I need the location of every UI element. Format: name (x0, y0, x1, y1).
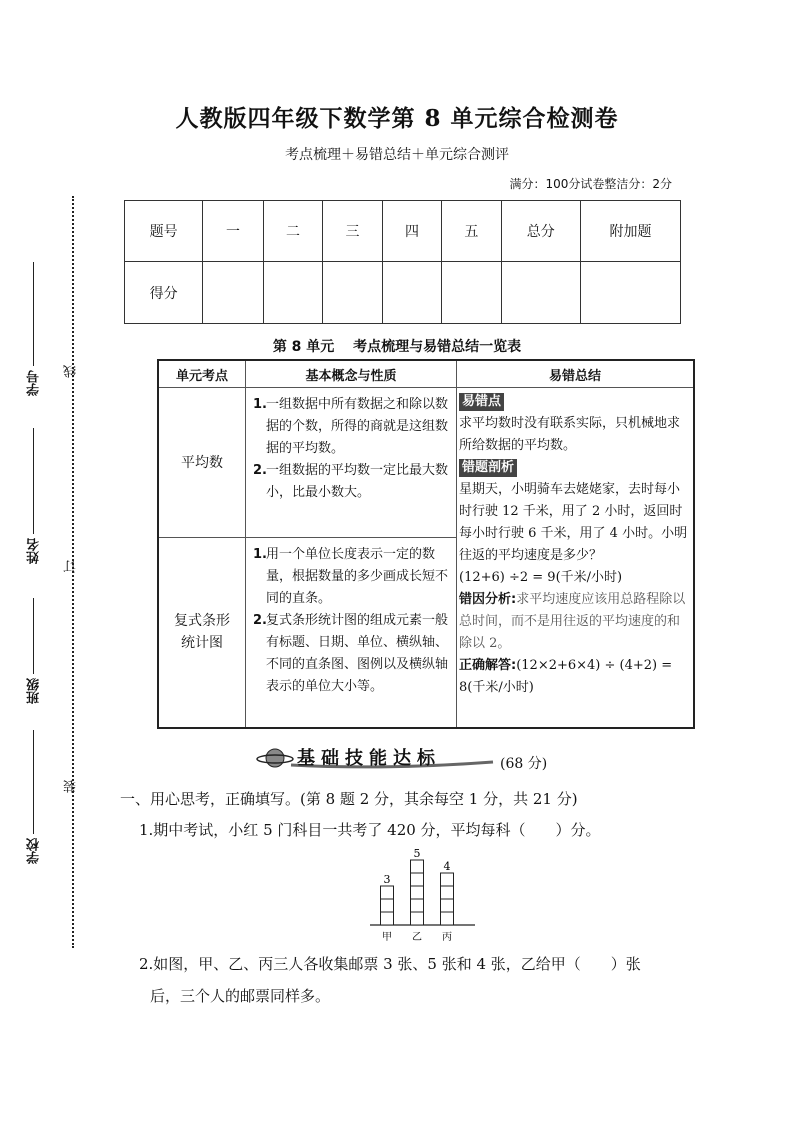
score-blank-cell[interactable] (382, 262, 441, 324)
stamp-box (411, 912, 424, 925)
school-line[interactable] (33, 730, 34, 834)
student-id-line[interactable] (33, 262, 34, 366)
binding-char: 订 (64, 560, 79, 573)
stamp-person-label: 丙 (442, 932, 452, 943)
stamp-box (441, 899, 454, 912)
stamp-person-label: 甲 (382, 932, 392, 943)
mistake-summary (457, 388, 695, 728)
score-header-cell: 四 (382, 201, 441, 262)
question-1: 1.期中考试，小红 5 门科目一共考了 420 分，平均每科（ ）分。 (139, 821, 601, 839)
topic-bar-chart: 复式条形 统计图 (158, 538, 246, 728)
summary-table (157, 359, 695, 729)
stamp-box (411, 873, 424, 886)
score-header-cell: 附加题 (580, 201, 680, 262)
stamp-box (411, 886, 424, 899)
analysis-tag: 错题剖析 (459, 459, 517, 477)
stamp-box (411, 860, 424, 873)
question-2-line2: 后，三个人的邮票同样多。 (150, 987, 331, 1005)
score-header-cell: 二 (263, 201, 322, 262)
score-blank-cell[interactable] (501, 262, 580, 324)
summary-header: 基本概念与性质 (246, 360, 457, 388)
concept-point: 2. 一组数据的平均数一定比最大数小，比最小数大。 (253, 463, 449, 500)
score-blank-cell[interactable] (323, 262, 382, 324)
student-id-label: 学号 (27, 370, 42, 396)
class-label: 班级 (27, 678, 42, 704)
summary-title: 第 8 单元 考点梳理与易错总结一览表 (272, 339, 522, 355)
concept-point: 1. 一组数据中所有数据之和除以数据的个数，所得的商就是这组数据的平均数。 (253, 397, 449, 456)
concept-point: 2. 复式条形统计图的组成元素一般有标题、日期、单位、横纵轴、不同的直条图、图例以及横纵轴表示的单位大小等。 (253, 613, 449, 694)
part1-title: 一、用心思考，正确填写。(第 8 题 2 分，其余每空 1 分，共 21 分) (120, 790, 578, 808)
school-label: 学校 (27, 838, 42, 864)
stamp-count-label: 5 (413, 847, 421, 860)
name-line[interactable] (33, 428, 34, 534)
stamp-box (441, 873, 454, 886)
summary-header: 易错总结 (457, 360, 695, 388)
mistake-text: 求平均数时没有联系实际，只机械地求所给数据的平均数。 (459, 416, 681, 453)
question-2-line1: 2.如图，甲、乙、丙三人各收集邮票 3 张、5 张和 4 张，乙给甲（ ）张 (139, 955, 641, 973)
section-banner-text: 基础技能达标 (297, 748, 441, 769)
score-blank-cell[interactable] (263, 262, 322, 324)
paper-subtitle: 考点梳理＋易错总结＋单元综合测评 (285, 147, 509, 163)
mistake-tag: 易错点 (459, 393, 504, 411)
name-label: 姓名 (27, 538, 42, 564)
score-row-label: 得分 (125, 262, 203, 324)
binding-char: 装 (64, 780, 79, 793)
score-blank-cell[interactable] (580, 262, 680, 324)
score-header-cell: 三 (323, 201, 382, 262)
paper-title: 人教版四年级下数学第 8 单元综合检测卷 (175, 105, 619, 132)
wrong-calculation: (12+6) ÷2 = 9(千米/小时) (459, 570, 623, 585)
stamp-box (381, 899, 394, 912)
topic-average: 平均数 (158, 388, 246, 538)
section-score: (68 分) (500, 756, 548, 772)
stamp-count-label: 4 (443, 860, 451, 873)
score-table (124, 200, 681, 324)
score-header-cell: 题号 (125, 201, 203, 262)
section-banner (255, 744, 495, 770)
summary-header: 单元考点 (158, 360, 246, 388)
score-blank-cell[interactable] (203, 262, 263, 324)
stamp-box (411, 899, 424, 912)
stamp-person-label: 乙 (412, 932, 422, 943)
concept-bar-chart (246, 538, 457, 728)
stamp-chart (370, 843, 480, 948)
stamp-box (441, 886, 454, 899)
score-blank-cell[interactable] (442, 262, 501, 324)
stamp-box (441, 912, 454, 925)
class-line[interactable] (33, 598, 34, 674)
stamp-count-label: 3 (383, 873, 391, 886)
analysis-problem: 星期天，小明骑车去姥姥家，去时每小时行驶 12 千米，用了 2 小时，返回时每小时行驶 6 千米，用了 4 小时。小明往返的平均速度是多少？ (459, 482, 688, 563)
score-header-cell: 一 (203, 201, 263, 262)
concept-point: 1. 用一个单位长度表示一定的数量，根据数量的多少画成长短不同的直条。 (253, 547, 449, 606)
full-score-note: 满分：100分试卷整洁分：2分 (509, 177, 672, 191)
concept-average (246, 388, 457, 538)
score-header-cell: 五 (442, 201, 501, 262)
score-header-cell: 总分 (501, 201, 580, 262)
stamp-box (381, 886, 394, 899)
answer-block: 正确解答:(12×2+6×4) ÷ (4+2) = 8(千米/小时) (459, 658, 673, 695)
stamp-box (381, 912, 394, 925)
reason-block: 错因分析:求平均速度应该用总路程除以总时间，而不是用往返的平均速度的和除以 2。 (459, 592, 686, 651)
binding-char: 线 (64, 365, 79, 378)
